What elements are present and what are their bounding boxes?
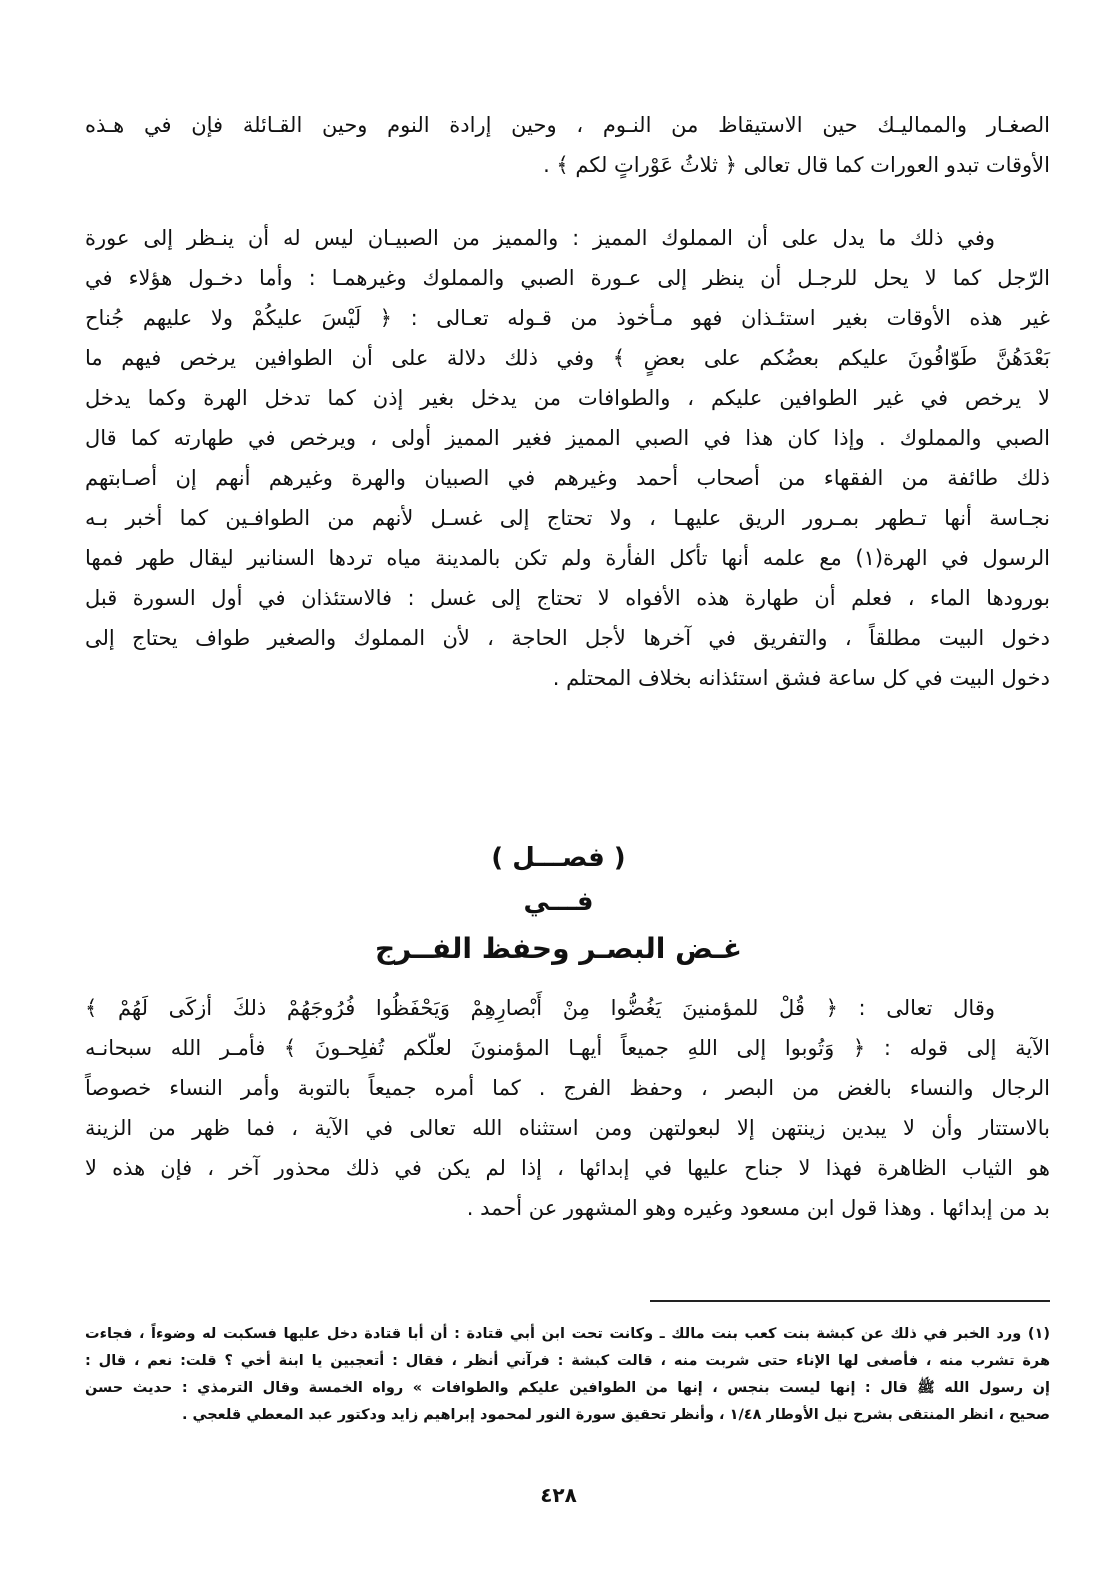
text-line: الرسول في الهرة(١) مع علمه أنها تأكل الفأرة ولم تكن بالمدينة مياه تردها السنانير ليقال طهر فمها [85, 546, 1050, 570]
footnote-line: صحيح ، انظر المنتقى بشرح نيل الأوطار ١/٤٨ ، وأنظر تحقيق سورة النور لمحمود إبراهيم زايد ودكتور عبد المعطي قلعجي . [182, 1407, 1050, 1423]
text-line: الأوقات تبدو العورات كما قال تعالى ﴿ ثلاثُ عَوْراتٍ لكم ﴾ . [543, 153, 1050, 177]
text-line: بورودها الماء ، فعلم أن طهارة هذه الأفواه لا تحتاج إلى غسل : فالاستئذان في أول السورة قبل [85, 586, 1050, 610]
text-line: نجـاسة أنها تـطهر بمـرور الريق عليهـا ، ولا تحتاج إلى غسـل لأنهم من الطوافـين كما أخبر بـه [85, 506, 1050, 530]
paragraph-1 [85, 105, 1050, 185]
text-line: الآية إلى قوله : ﴿ وَتُوبوا إلى اللهِ جميعاً أيهـا المؤمنونَ لعلّكم تُفلِحـونَ ﴾ فأمـر الله سبحانـه [85, 1036, 1050, 1060]
text-line: وفي ذلك ما يدل على أن المملوك المميز : والمميز من الصبيـان ليس له أن ينـظر إلى عورة [85, 226, 995, 250]
paragraph-3 [85, 988, 1050, 1228]
footnote-divider [650, 1300, 1050, 1302]
page-number: ٤٢٨ [540, 1483, 577, 1507]
text-line: الصبي والمملوك . وإذا كان هذا في الصبي المميز فغير المميز أولى ، ويرخص في طهارته كما قال [85, 426, 1050, 450]
text-line: وقال تعالى : ﴿ قُلْ للمؤمنينَ يَغُضُّوا مِنْ أَبْصارِهِمْ وَيَحْفَظُوا فُرُوجَهُمْ ذلكَ أزكَى لَهُمْ ﴾ [85, 996, 995, 1020]
text-line: هو الثياب الظاهرة فهذا لا جناح عليها في إبدائها ، إذا لم يكن في ذلك محذور آخر ، فإن هذه لا [85, 1156, 1050, 1180]
footnote [85, 1321, 1050, 1429]
paragraph-2 [85, 218, 1050, 698]
text-line: دخول البيت مطلقاً ، والتفريق في آخرها لأجل الحاجة ، لأن المملوك والصغير طواف يحتاج إلى [85, 626, 1050, 650]
footnote-line: (١) ورد الخبر في ذلك عن كبشة بنت كعب بنت مالك ـ وكانت تحت ابن أبي قتادة : أن أبا قتادة دخل عليها فسكبت له وضوءاً ، فجاءت [85, 1326, 1050, 1342]
section-title: غـض البصـر وحفظ الفــرج [375, 932, 742, 965]
footnote-line: هرة تشرب منه ، فأصغى لها الإناء حتى شربت منه ، قالت كبشة : فرآني أنظر ، فقال : أتعجبين يا ابنة أخي ؟ قلت: نعم ، قال : [85, 1353, 1050, 1369]
footnote-line: إن رسول الله ﷺ قال : إنها ليست بنجس ، إنها من الطوافين عليكم والطوافات » رواه الخمسة وقال الترمذي : حديث حسن [85, 1380, 1050, 1396]
section-heading-fi: فـــي [523, 887, 594, 917]
text-line: دخول البيت في كل ساعة فشق استئذانه بخلاف المحتلم . [552, 666, 1050, 690]
text-line: لا يرخص في غير الطوافين عليكم ، والطوافات من يدخل بغير إذن كما تدخل الهرة وكما يدخل [85, 386, 1050, 410]
text-line: بالاستتار وأن لا يبدين زينتهن إلا لبعولتهن ومن استثناه الله تعالى في الآية ، فما ظهر من الزينة [85, 1116, 1050, 1140]
text-line: بَعْدَهُنَّ طَوّافُونَ عليكم بعضُكم على بعضٍ ﴾ وفي ذلك دلالة على أن الطوافين يرخص فيهم ما [85, 346, 1050, 370]
text-line: الرّجل كما لا يحل للرجـل أن ينظر إلى عـورة الصبي والمملوك وغيرهمـا : وأما دخـول هؤلاء في [85, 266, 1050, 290]
text-line: الرجال والنساء بالغض من البصر ، وحفظ الفرج . كما أمره جميعاً بالتوبة وأمر النساء خصوصاً [85, 1076, 1050, 1100]
text-line: بد من إبدائها . وهذا قول ابن مسعود وغيره وهو المشهور عن أحمد . [466, 1196, 1050, 1220]
text-line: غير هذه الأوقات بغير استئـذان فهو مـأخوذ من قـوله تعـالى : ﴿ لَيْسَ عليكُمْ ولا عليهم جُناح [85, 306, 1050, 330]
text-line: الصغـار والمماليـك حين الاستيقاظ من النـوم ، وحين إرادة النوم وحين القـائلة فإن في هـذه [85, 113, 1050, 137]
text-line: ذلك طائفة من الفقهاء من أصحاب أحمد وغيرهم في الصبيان والهرة وغيرهم أنهم إن أصـابتهم [85, 466, 1050, 490]
section-heading-fasl: ( فصـــل ) [491, 843, 626, 873]
